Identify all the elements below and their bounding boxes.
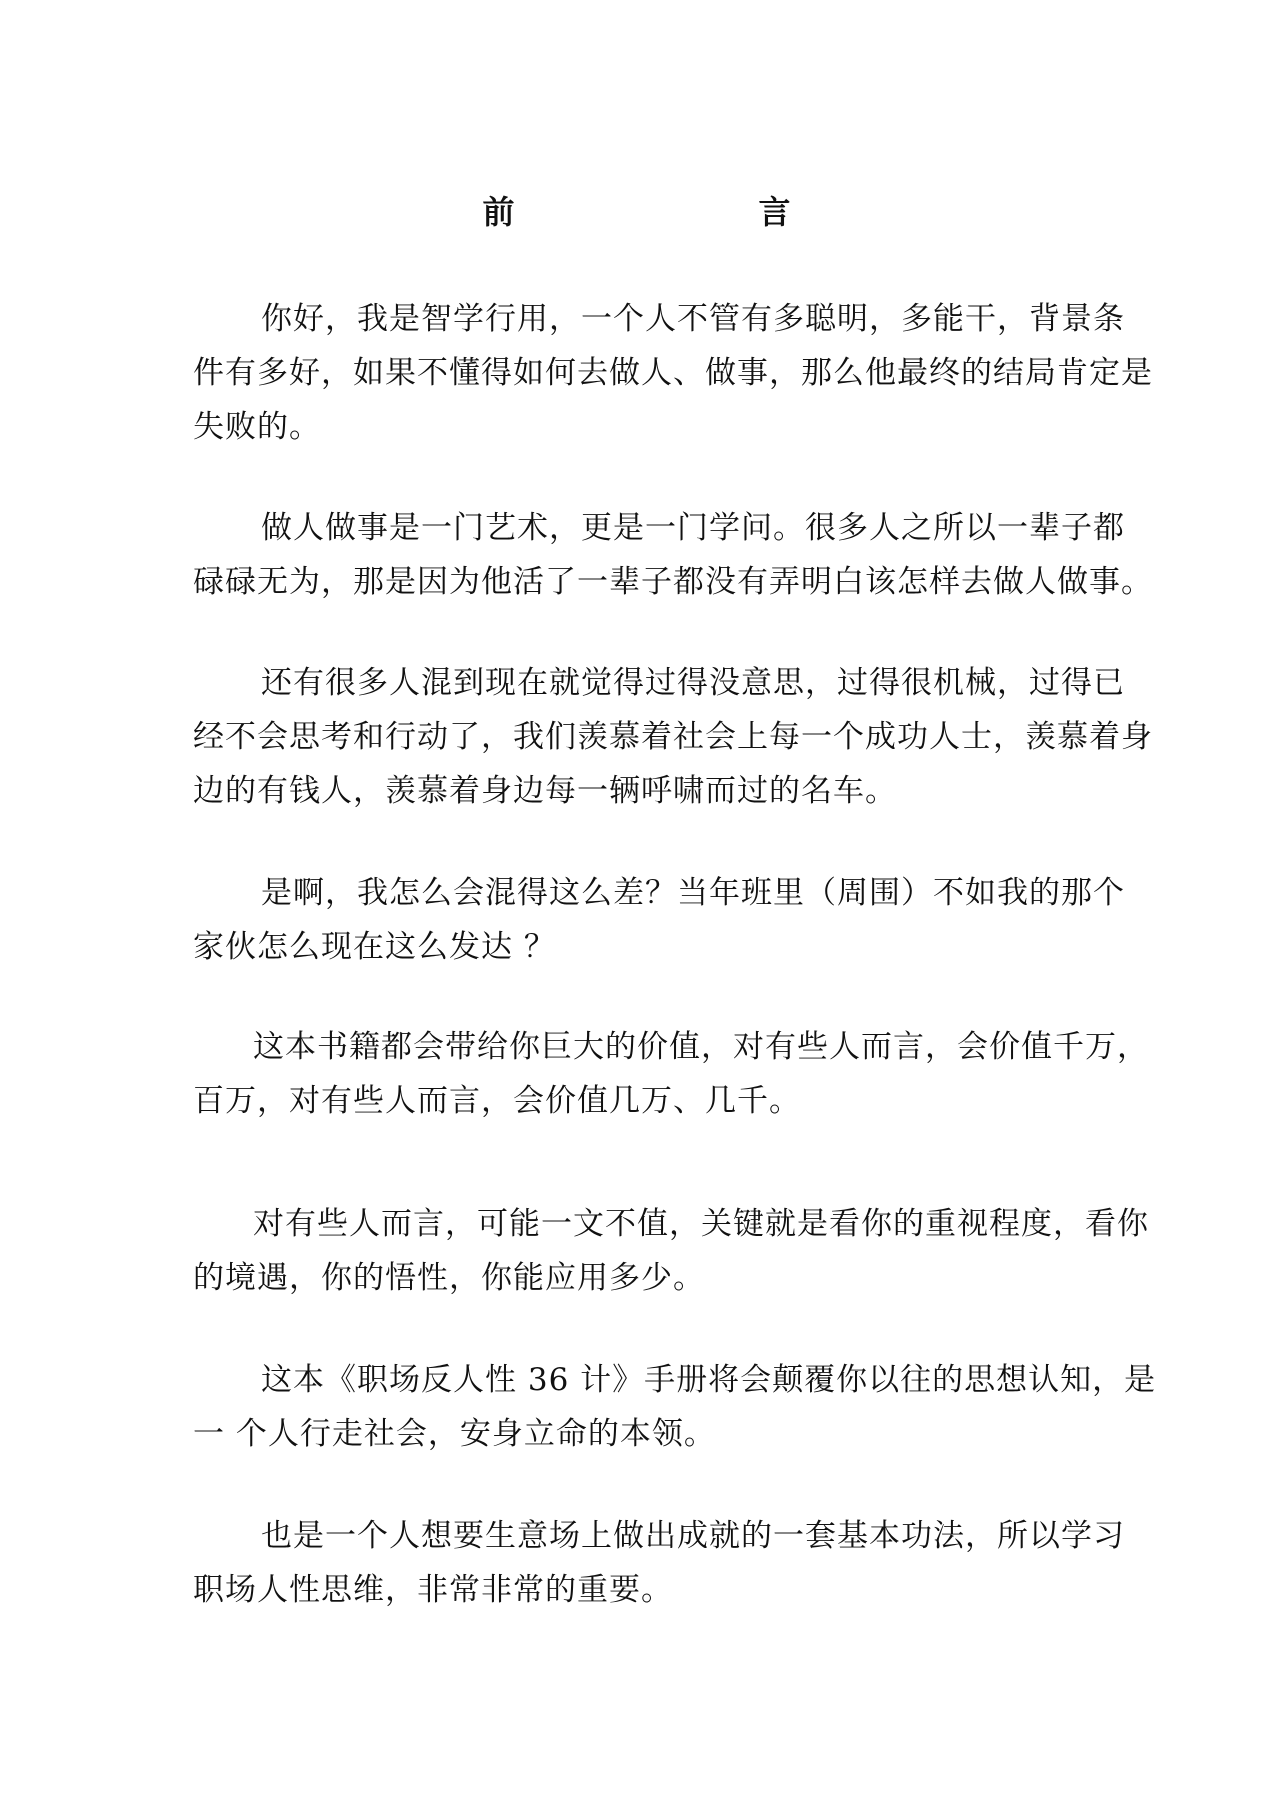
paragraph-1	[193, 292, 1153, 454]
paragraph-line: 是啊，我怎么会混得这么差？当年班里（周围）不如我的那个	[261, 875, 1125, 911]
page-title: 前 言	[482, 193, 851, 231]
paragraph-4	[193, 866, 1125, 974]
paragraph-line: 经不会思考和行动了，我们羡慕着社会上每一个成功人士，羡慕着身	[193, 719, 1153, 755]
paragraph-line: 一 个人行走社会，安身立命的本领。	[193, 1416, 716, 1452]
paragraph-line: 这本书籍都会带给你巨大的价值，对有些人而言，会价值千万，	[253, 1029, 1149, 1065]
paragraph-line: 还有很多人混到现在就觉得过得没意思，过得很机械，过得已	[261, 665, 1125, 701]
paragraph-line: 件有多好，如果不懂得如何去做人、做事，那么他最终的结局肯定是	[193, 355, 1153, 391]
paragraph-line: 职场人性思维，非常非常的重要。	[193, 1572, 673, 1608]
paragraph-2	[193, 501, 1153, 609]
paragraph-6	[193, 1197, 1149, 1305]
paragraph-line: 做人做事是一门艺术，更是一门学问。很多人之所以一辈子都	[261, 510, 1125, 546]
paragraph-line: 边的有钱人，羡慕着身边每一辆呼啸而过的名车。	[193, 773, 897, 809]
paragraph-line: 对有些人而言，可能一文不值，关键就是看你的重视程度，看你	[253, 1206, 1149, 1242]
paragraph-8	[193, 1509, 1125, 1617]
paragraph-7	[193, 1353, 1157, 1461]
paragraph-line: 碌碌无为，那是因为他活了一辈子都没有弄明白该怎样去做人做事。	[193, 564, 1153, 600]
paragraph-3	[193, 656, 1153, 818]
paragraph-line: 也是一个人想要生意场上做出成就的一套基本功法，所以学习	[261, 1518, 1125, 1554]
paragraph-line: 你好，我是智学行用，一个人不管有多聪明，多能干，背景条	[261, 301, 1125, 337]
paragraph-line: 家伙怎么现在这么发达 ？	[193, 929, 556, 965]
paragraph-line: 百万，对有些人而言，会价值几万、几千。	[193, 1083, 801, 1119]
paragraph-line: 这本《职场反人性 36 计》手册将会颠覆你以往的思想认知，是	[261, 1362, 1157, 1398]
paragraph-line: 失败的。	[193, 409, 321, 445]
paragraph-5	[193, 1020, 1149, 1128]
paragraph-line: 的境遇，你的悟性，你能应用多少。	[193, 1260, 705, 1296]
